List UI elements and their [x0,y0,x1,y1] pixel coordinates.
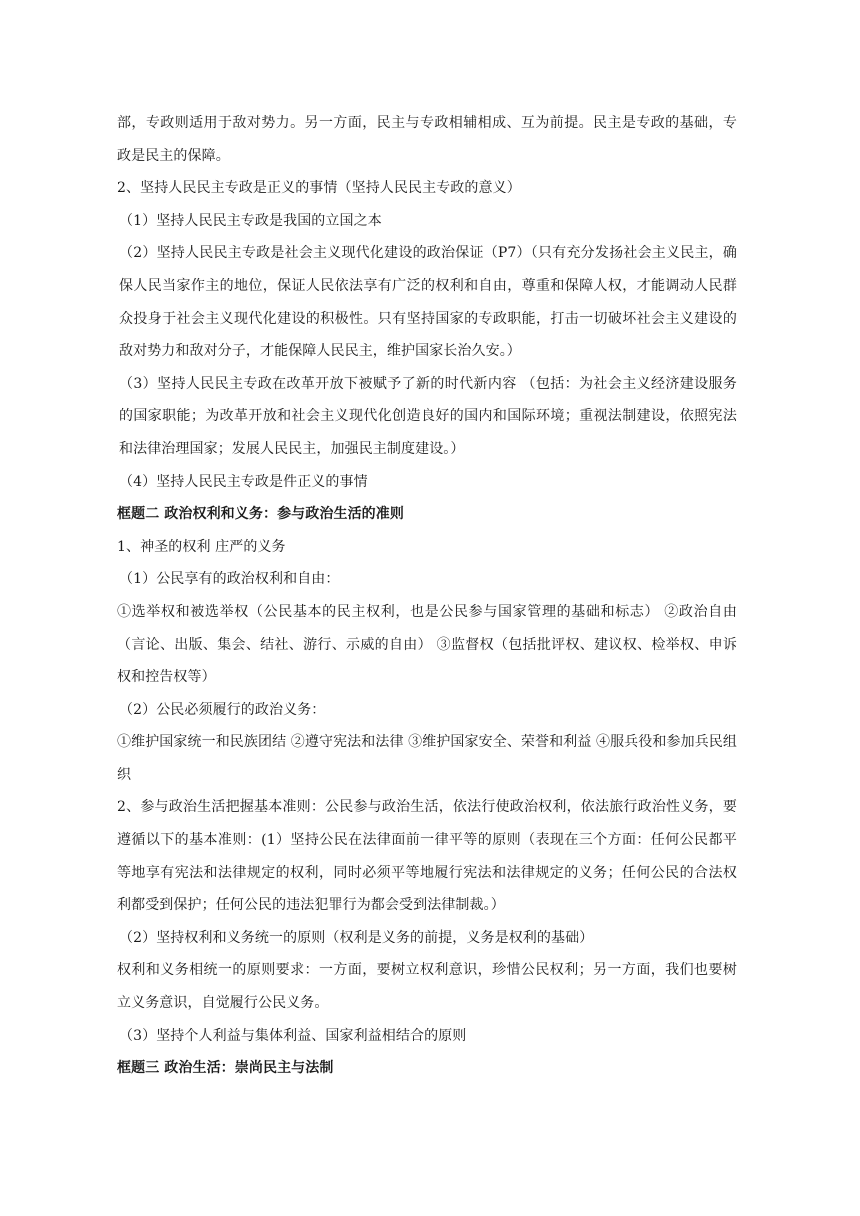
principle-2: （2）坚持权利和义务统一的原则（权利是义务的前提，义务是权利的基础） [119,929,594,946]
topic-2-item-1: （1）公民享有的政治权利和自由： [119,571,340,588]
item-4: （4）坚持人民民主专政是件正义的事情 [119,473,368,490]
item-2: （2）坚持人民民主专政是社会主义现代化建设的政治保证（P7）（只有充分发扬社会主义民主，确保人民当家作主的地位，保证人民依法享有广泛的权利和自由，尊重和保障人权，才能调动人民群众投身于社会主义现代化建设的积极性。只有坚持国家的专政职能，打击一切破坏社会主义建设的敌对势力和敌对分子，才能保障人民民主，维护国家长治久安。） [119,245,737,360]
topic-3-heading: 框题三 政治生活：崇尚民主与法制 [117,1060,334,1077]
intro-continuation: 部，专政则适用于敌对势力。另一方面，民主与专政相辅相成、互为前提。民主是专政的基础，专政是民主的保障。 [117,115,737,164]
principle-2-detail: 权利和义务相统一的原则要求：一方面，要树立权利意识，珍惜公民权利；另一方面，我们也要树立义务意识，自觉履行公民义务。 [117,962,737,1012]
rights-list: ①选举权和被选举权（公民基本的民主权利，也是公民参与国家管理的基础和标志） ②政治自由（言论、出版、集会、结社、游行、示威的自由） ③监督权（包括批评权、建议权、检举权、申诉权和控告权等） [117,603,737,686]
duties-list: ①维护国家统一和民族团结 ②遵守宪法和法律 ③维护国家安全、荣誉和利益 ④服兵役和参加兵民组织 [117,734,737,783]
topic-2-section-1: 1、神圣的权利 庄严的义务 [117,538,286,555]
item-1: （1）坚持人民民主专政是我国的立国之本 [119,212,382,229]
section-2-heading: 2、坚持人民民主专政是正义的事情（坚持人民民主专政的意义） [117,180,521,197]
document-page [117,107,737,1085]
topic-2-section-2: 2、参与政治生活把握基本准则：公民参与政治生活，依法行使政治权利，依法旅行政治性义务，要遵循以下的基本准则：(1）坚持公民在法律面前一律平等的原则（表现在三个方面：任何公民都平等地享有宪法和法律规定的权利，同时必须平等地履行宪法和法律规定的义务；任何公民的合法权利都受到保护；任何公民的违法犯罪行为都会受到法律制裁。） [117,799,737,914]
principle-3: （3）坚持个人利益与集体利益、国家利益相结合的原则 [119,1027,467,1044]
topic-2-heading: 框题二 政治权利和义务：参与政治生活的准则 [117,506,404,523]
item-3: （3）坚持人民民主专政在改革开放下被赋予了新的时代新内容 （包括：为社会主义经济建设服务的国家职能；为改革开放和社会主义现代化创造良好的国内和国际环境；重视法制建设，依照宪法和法律治理国家；发展人民民主，加强民主制度建设。） [119,375,737,457]
topic-2-item-2: （2）公民必须履行的政治义务： [119,701,326,718]
